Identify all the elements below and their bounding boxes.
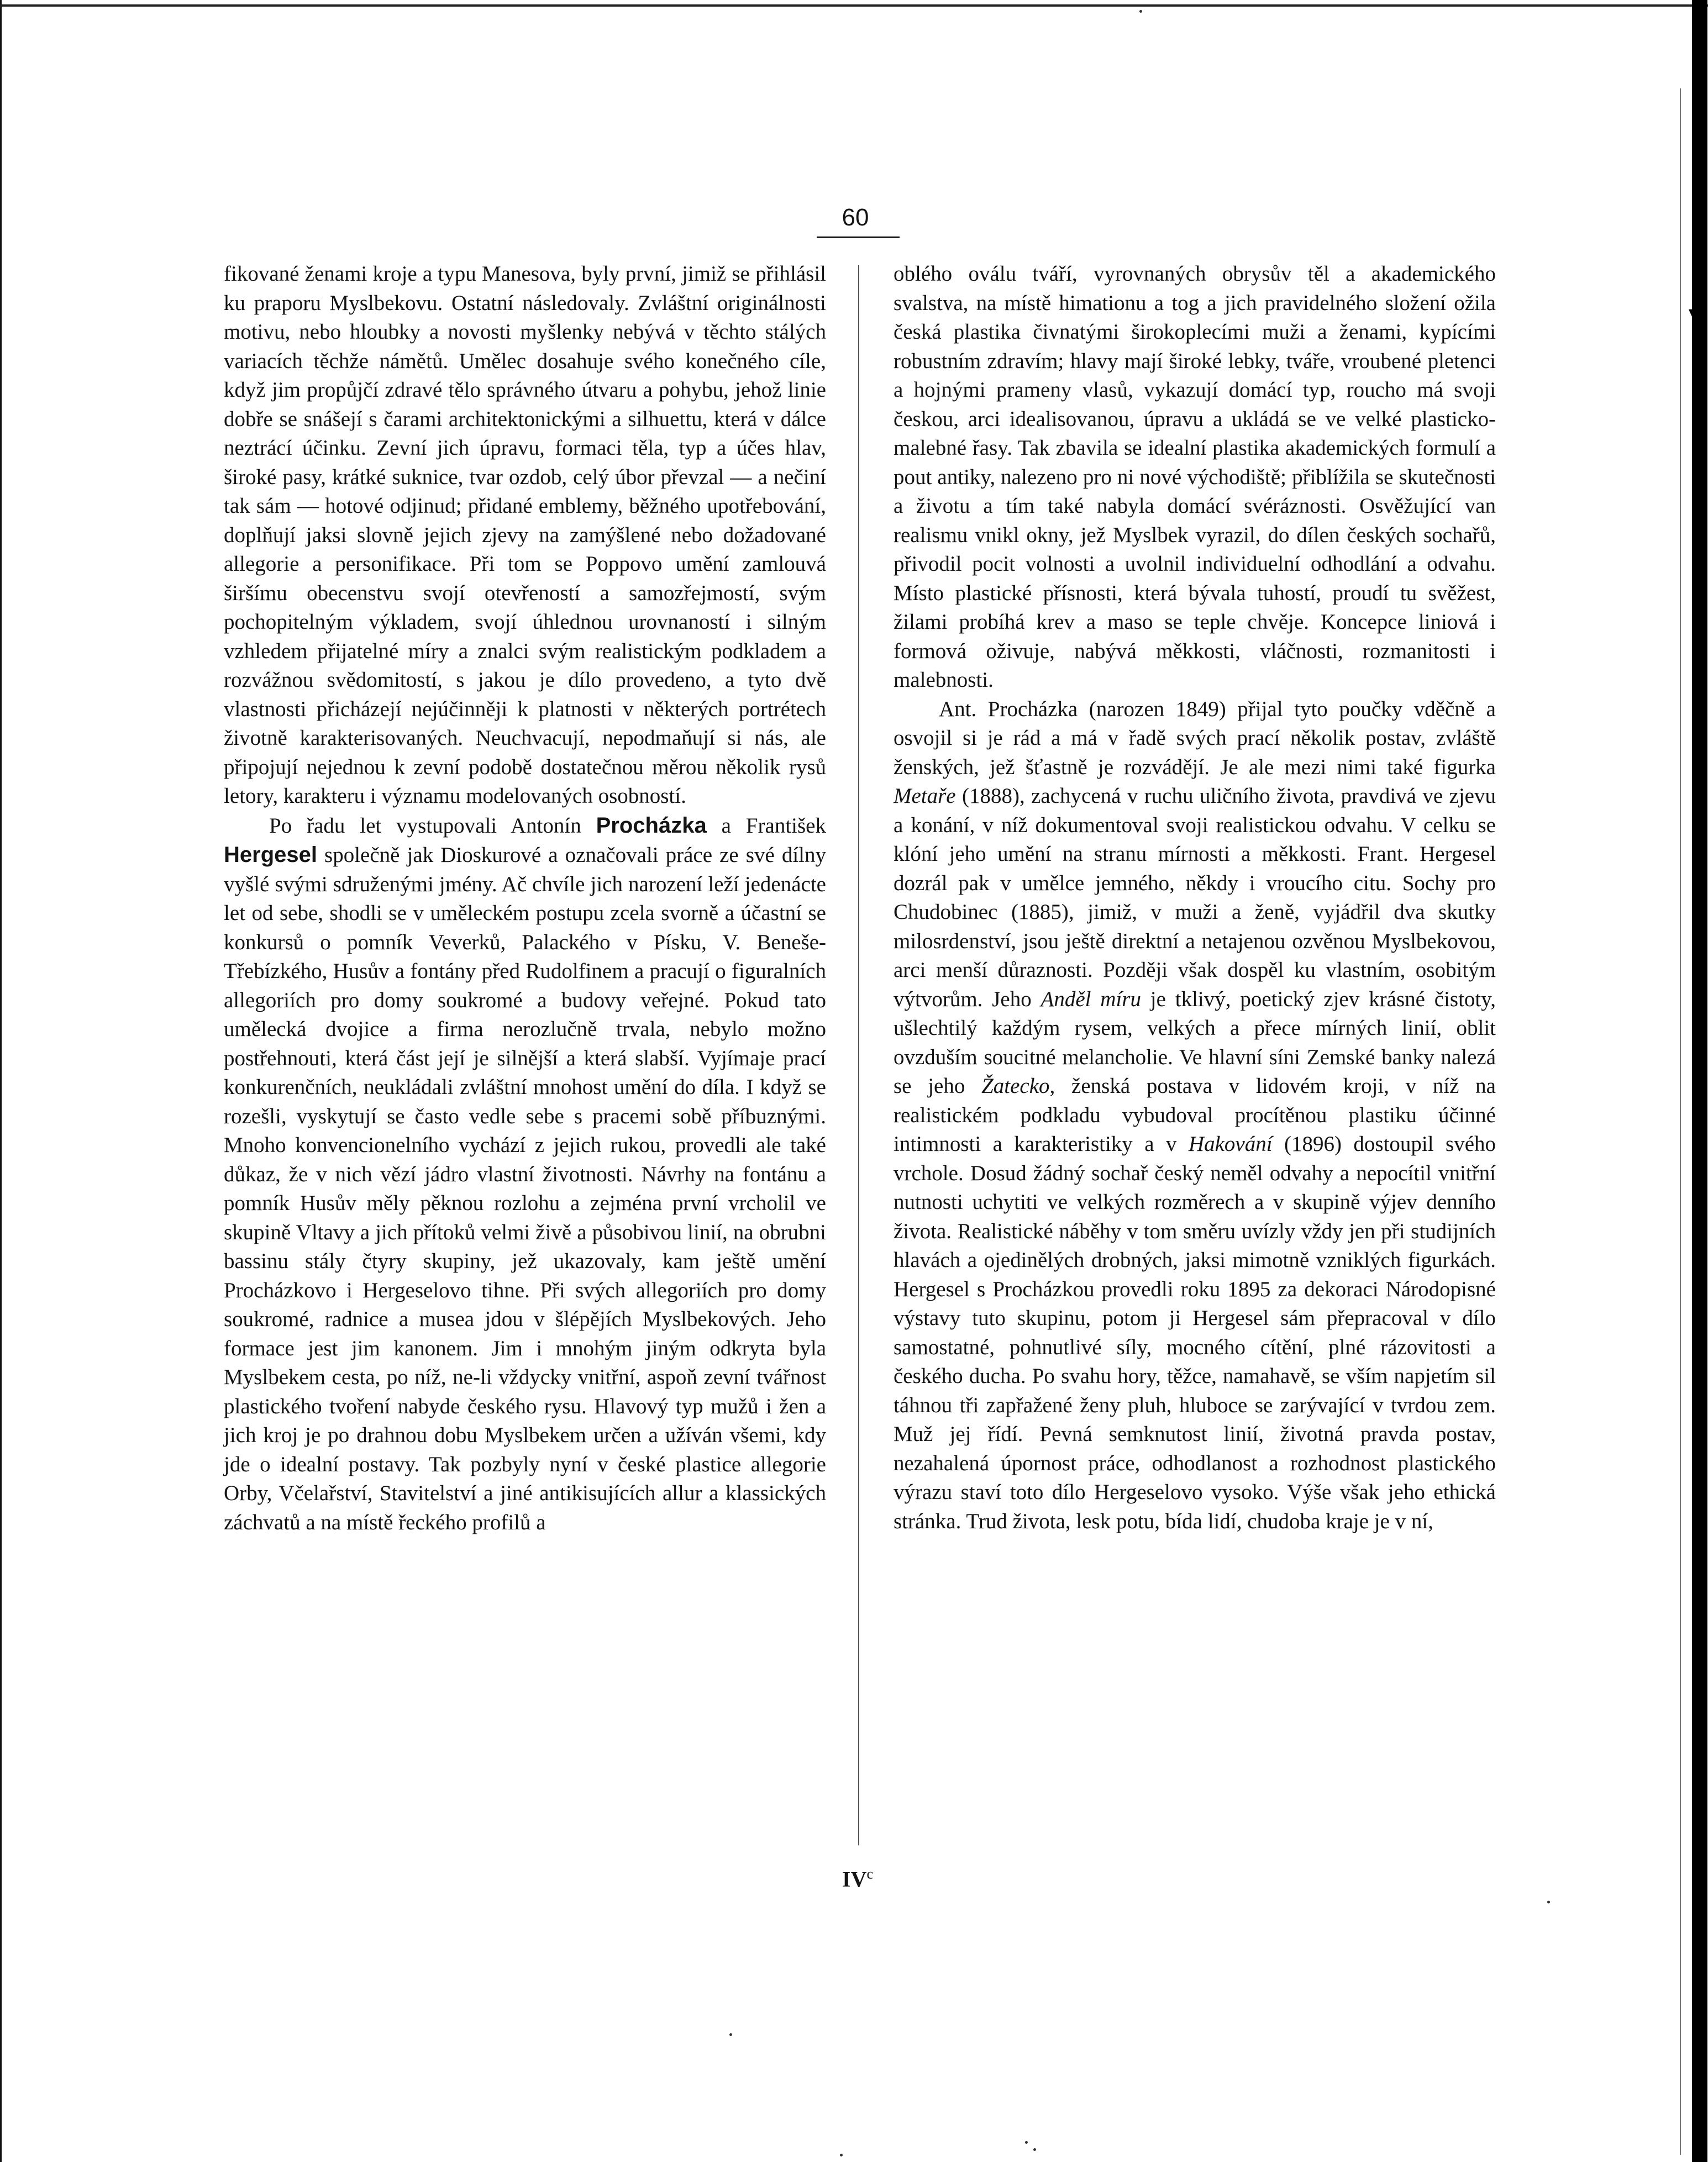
page-number-rule bbox=[817, 236, 900, 238]
column-divider bbox=[858, 265, 859, 1845]
paragraph bbox=[224, 811, 826, 1538]
scan-edge-left bbox=[0, 0, 2, 2162]
text-run: (1896) dostoupil svého vrchole. Dosud žádný sochař český neměl odvahy a nepocítil vnitřní nutnosti uchytiti ve velkých rozměrech a v skupině výjev denního života. Realistické náběhy v tom směru uvízly vždy jen při studijních hlavách a ojedinělých drobných, jaksi mimotně vzniklých figurkách. Hergesel s Procházkou provedli roku 1895 za dekoraci Národopisné výstavy tuto skupinu, potom ji Hergesel sám přepracoval v dílo samostatné, pohnutlivé síly, mocného cítění, plné rázovitosti a českého ducha. Po svahu hory, těžce, namahavě, se vším napjetím sil táhnou tři zapřažené ženy pluh, hluboce se zarývající v tvrdou zem. Muž jej řídí. Pevná semknutost linií, životná pravda postav, nezahalená úpornost práce, odhodlanost a rozhodnost plastického výrazu staví toto dílo Hergeselovo vysoko. Výše však jeho ethická stránka. Trud života, lesk potu, bída lidí, chudoba kraje je v ní, bbox=[894, 1132, 1496, 1533]
scan-speck bbox=[729, 2033, 732, 2036]
text-run: Ant. Procházka (narozen 1849) přijal tyto poučky vděčně a osvojil si je rád a má v řadě svých prací několik postav, zvláště ženských, jež šťastně je rozvádějí. Je ale mezi nimi také figurka bbox=[894, 697, 1496, 779]
work-title-metare: Metaře bbox=[894, 784, 956, 808]
work-title-hakovani: Hakování bbox=[1188, 1132, 1273, 1156]
signature-mark bbox=[842, 1861, 908, 1892]
text-run: Po řadu let vystupovali Antonín bbox=[269, 813, 596, 838]
paragraph: oblého oválu tváří, vyrovnaných obrysův těl a akademického svalstva, na místě himationu a tog a jich pravidelného složení ožila česká plastika čivnatými širokoplecími muži a ženami, kypícími robustním zdravím; hlavy mají široké lebky, tváře, vroubené pletenci a hojnými prameny vlasů, vykazují domácí typ, roucho má svoji českou, arci idealisovanou, úpravu a ukládá se ve velké plasticko-malebné řasy. Tak zbavila se idealní plastika akademických formulí a pout antiky, nalezeno pro ni nové východiště; přiblížila se skutečnosti a životu a tím také nabyla domácí svéráznosti. Osvěžující van realismu vnikl okny, jež Myslbek vyrazil, do dílen českých sochařů, přivodil pocit volnosti a uvolnil individuelní odhodlání a odvahu. Místo plastické přísnosti, která bývala tuhostí, proudí tu svěžest, žilami probíhá krev a maso se teple chvěje. Koncepce liniová i formová oživuje, nabývá měkkosti, vláčnosti, rozmanitosti i malebnosti. bbox=[894, 262, 1496, 692]
paragraph bbox=[894, 695, 1496, 1537]
text-run: ženská postava v lidovém kroji, v níž na realistickém podkladu vybudoval procítěnou plastiku účinné intimnosti a karakteristiky a v bbox=[894, 1074, 1496, 1156]
scan-edge-right bbox=[1692, 0, 1707, 2162]
text-run: je tklivý, poetický zjev krásné čistoty, ušlechtilý každým rysem, velkých a přece mírných linií, oblit ovzduším soucitné melancholie. Ve hlavní síni Zemské banky nalezá se jeho bbox=[894, 987, 1496, 1098]
paragraph: fikované ženami kroje a typu Manesova, byly první, jimiž se přihlásil ku praporu Myslbekovu. Ostatní následovaly. Zvláštní originálnosti motivu, nebo hloubky a novosti myšlenky nebývá v těchto stálých variacích těchže námětů. Umělec dosahuje svého konečného cíle, když jim propůjčí zdravé tělo správného útvaru a pohybu, jehož linie dobře se snášejí s čarami architektonickými a silhuettu, která v dálce neztrácí účinku. Zevní jich úpravu, formaci těla, typ a účes hlav, široké pasy, krátké suknice, tvar ozdob, celý úbor převzal — a nečiní tak sám — hotové odjinud; přidané emblemy, běžného upotřebování, doplňují jaksi slovně jejich zjevy na zamýšlené nebo dožadované allegorie a personifikace. Při tom se Poppovo umění zamlouvá širšímu obecenstvu svojí otevřeností a samozřejmostí, svým pochopitelným výkladem, svojí úhlednou urovnaností i silným vzhledem přijatelné míry a znalci svým realistickým podkladem a rozvážnou svědomitostí, s jakou je dílo provedeno, a tyto dvě vlastnosti přicházejí nejúčinněji k platnosti v některých portrétech životně karakterisovaných. Neuchvacují, nepodmaňují si nás, ale připojují nejednou k zevní podobě dostatečnou měrou několik rysů letory, karakteru i významu modelovaných osobností. bbox=[224, 262, 826, 808]
left-column bbox=[224, 260, 826, 1537]
scan-speck bbox=[1033, 2148, 1036, 2151]
scan-marker-icon bbox=[1689, 309, 1702, 324]
scan-edge-top bbox=[0, 4, 1708, 7]
work-title-andel-miru: Anděl míru bbox=[1040, 987, 1141, 1011]
page-number: 60 bbox=[842, 204, 869, 231]
scan-speck bbox=[1139, 10, 1142, 13]
text-run: a František bbox=[706, 813, 826, 838]
scan-speck bbox=[1025, 2141, 1028, 2144]
text-run: (1888), zachycená v ruchu uličního života, pravdivá ve zjevu a konání, v níž dokumentoval svoji realistickou odvahu. V celku se klóní jeho umění na stranu mírnosti a měkkosti. Frant. Hergesel dozrál pak v umělce jemného, někdy i vroucího citu. Sochy pro Chudobinec (1885), jimiž, v muži a ženě, vyjádřil dva skutky milosrdenství, jsou ještě direktní a netajenou ozvěnou Myslbekovou, arci menší důraznosti. Později však dospěl ku vlastním, osobitým výtvorům. Jeho bbox=[894, 784, 1496, 1011]
scan-speck bbox=[1547, 1901, 1550, 1903]
name-hergesel: Hergesel bbox=[224, 843, 317, 867]
scan-edge-line bbox=[1680, 88, 1681, 2155]
signature-suffix: c bbox=[866, 1866, 873, 1882]
scan-speck bbox=[840, 2154, 843, 2156]
right-column bbox=[894, 260, 1496, 1536]
name-prochazka: Procházka bbox=[596, 813, 707, 838]
text-run: společně jak Dioskurové a označovali práce ze své dílny vyšlé svými sdruženými jmény. Ač chvíle jich narození leží jedenácte let od sebe, shodli se v uměleckém postupu zcela svorně a účastní se konkursů o pomník Veverků, Palackého v Písku, V. Beneše-Třebízkého, Husův a fontány před Rudolfinem a pracují o figuralních allegoriích pro domy soukromé a budovy veřejné. Pokud tato umělecká dvojice a firma nerozlučně trvala, nebylo možno postřehnouti, která část její je silnější a která slabší. Vyjímaje prací konkurenčních, neukládali zvláštní mnohost umění do díla. I když se rozešli, vyskytují se často vedle sebe s pracemi sobě příbuznými. Mnoho konvencionelního vychází z jejich rukou, provedli ale také důkaz, že v nich vězí jádro vlastní životnosti. Návrhy na fontánu a pomník Husův měly pěknou rozlohu a zejména první vrcholil ve skupině Vltavy a jich přítoků velmi živě a působivou linií, na obrubni bassinu stály čtyry skupiny, jež ukazovaly, kam ještě umění Procházkovo i Hergeselovo tihne. Při svých allegoriích pro domy soukromé, radnice a musea jdou v šlépějích Myslbekových. Jeho formace jest jim kanonem. Jim i mnohým jiným odkryta byla Myslbekem cesta, po níž, ne-li vždycky vnitřní, aspoň zevní tvářnost plastického tvoření nabyde českého rysu. Hlavový typ mužů i žen a jich kroj je po drahnou dobu Myslbekem určen a užíván všemi, kdy jde o idealní postavy. Tak pozbyly nyní v české plastice allegorie Orby, Včelařství, Stavitelství a jiné antikisujících allur a klassických záchvatů a na místě řeckého profilů a bbox=[224, 843, 826, 1534]
signature-text: IV bbox=[842, 1866, 867, 1892]
work-title-zatecko: Žatecko, bbox=[981, 1074, 1055, 1098]
